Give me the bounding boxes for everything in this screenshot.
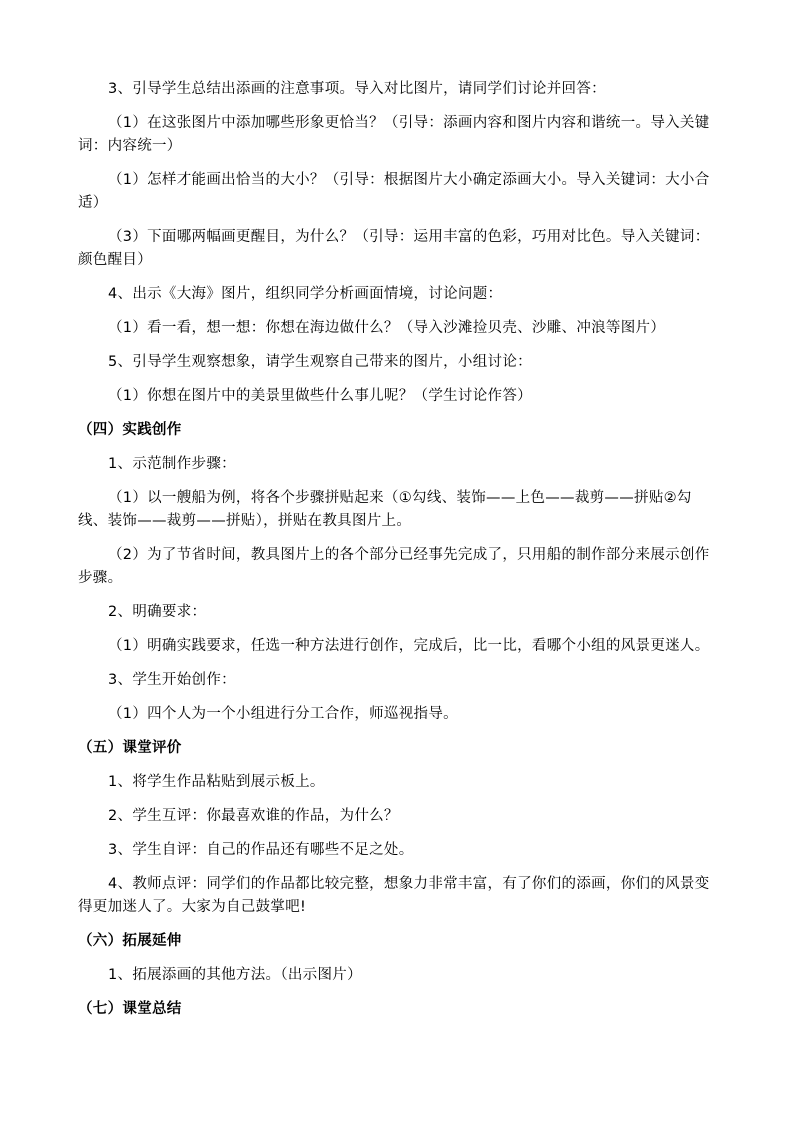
- practice-step-1-detail-b: （2）为了节省时间，教具图片上的各个部分已经事先完成了，只用船的制作部分来展示创作步骤。: [78, 547, 710, 586]
- question-color: （3）下面哪两幅画更醒目，为什么？（引导：运用丰富的色彩，巧用对比色。导入关键词：颜色醒目）: [78, 229, 710, 268]
- question-seaside: （1）看一看，想一想：你想在海边做什么？（导入沙滩捡贝壳、沙雕、冲浪等图片）: [108, 320, 666, 336]
- evaluation-step-4: 4、教师点评：同学们的作品都比较完整，想象力非常丰富，有了你们的添画，你们的风景变得更加迷人了。大家为自己鼓掌吧!: [78, 876, 710, 915]
- question-content-unity: （1）在这张图片中添加哪些形象更恰当？（引导：添画内容和图片内容和谐统一。导入关键词：内容统一）: [78, 115, 710, 154]
- evaluation-step-2: 2、学生互评：你最喜欢谁的作品，为什么？: [108, 808, 399, 824]
- practice-step-1: 1、示范制作步骤：: [108, 456, 236, 472]
- practice-step-2: 2、明确要求：: [108, 604, 207, 620]
- extension-step-1: 1、拓展添画的其他方法。（出示图片）: [108, 967, 362, 983]
- practice-step-2-detail: （1）明确实践要求，任选一种方法进行创作，完成后，比一比，看哪个小组的风景更迷人。: [108, 638, 710, 654]
- question-size: （1）怎样才能画出恰当的大小？（引导：根据图片大小确定添画大小。导入关键词：大小合适）: [78, 172, 710, 211]
- section-heading-summary: （七）课堂总结: [78, 1001, 182, 1017]
- step-3-intro: 3、引导学生总结出添画的注意事项。导入对比图片，请同学们讨论并回答：: [108, 81, 606, 97]
- step-4-intro: 4、出示《大海》图片，组织同学分析画面情境，讨论问题：: [108, 286, 503, 302]
- step-5-intro: 5、引导学生观察想象，请学生观察自己带来的图片，小组讨论：: [108, 354, 532, 370]
- question-scenery: （1）你想在图片中的美景里做些什么事儿呢？（学生讨论作答）: [108, 388, 532, 404]
- section-heading-evaluation: （五）课堂评价: [78, 740, 182, 756]
- evaluation-step-1: 1、将学生作品粘贴到展示板上。: [108, 774, 325, 790]
- practice-step-3-detail: （1）四个人为一个小组进行分工合作，师巡视指导。: [108, 706, 458, 722]
- practice-step-1-detail-a: （1）以一艘船为例，将各个步骤拼贴起来（①勾线、装饰——上色——裁剪——拼贴②勾线、装饰——裁剪——拼贴），拼贴在教具图片上。: [78, 490, 692, 529]
- evaluation-step-3: 3、学生自评：自己的作品还有哪些不足之处。: [108, 842, 414, 858]
- section-heading-practice: （四）实践创作: [78, 422, 182, 438]
- document-body: [78, 78, 716, 1032]
- section-heading-extension: （六）拓展延伸: [78, 933, 182, 949]
- practice-step-3: 3、学生开始创作：: [108, 672, 236, 688]
